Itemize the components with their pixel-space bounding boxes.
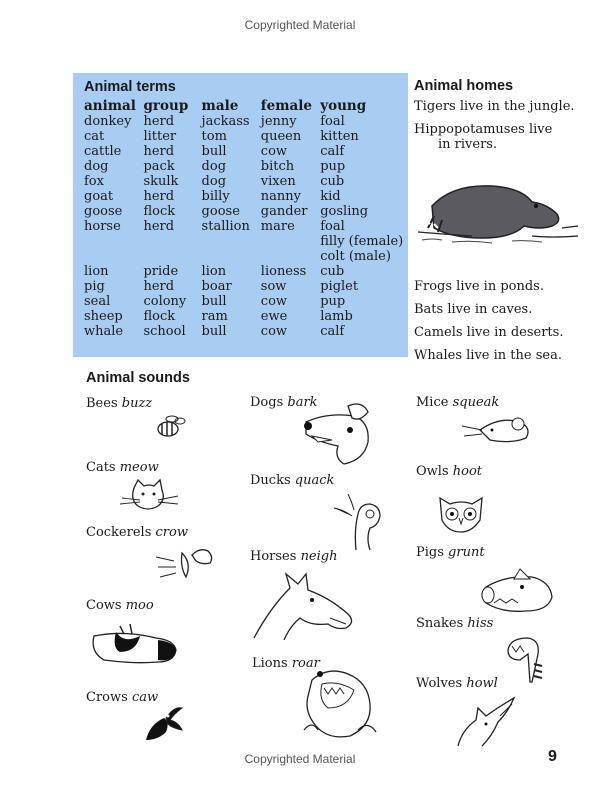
table-row — [84, 204, 408, 219]
table-cell: pig — [84, 279, 105, 294]
table-cell: dog — [201, 159, 227, 174]
dog-illustration — [298, 398, 378, 470]
pig-illustration — [476, 565, 556, 617]
table-cell — [84, 234, 143, 249]
table-cell: cow — [260, 294, 288, 309]
table-cell: pup — [320, 294, 346, 309]
home-line: in rivers. — [438, 137, 498, 152]
table-cell: pride — [143, 264, 179, 279]
table-cell: lioness — [260, 264, 307, 279]
sound-label-cats — [86, 460, 159, 475]
table-cell: nanny — [260, 189, 302, 204]
table-cell: kid — [320, 189, 341, 204]
table-row — [84, 264, 408, 279]
table-row — [84, 309, 408, 324]
table-row — [84, 279, 408, 294]
hippo-illustration — [412, 176, 580, 248]
table-cell: herd — [143, 279, 175, 294]
table-cell: queen — [260, 129, 302, 144]
animal-name: Pigs — [416, 545, 444, 560]
table-cell: donkey — [84, 114, 132, 129]
sound-label-snakes — [416, 616, 493, 631]
table-cell: billy — [201, 189, 230, 204]
wolf-illustration — [452, 696, 522, 748]
animal-sound: bark — [287, 395, 318, 410]
cat-illustration — [118, 478, 180, 514]
table-row — [84, 189, 408, 204]
table-cell: colt (male) — [320, 249, 391, 264]
duck-illustration — [330, 490, 386, 552]
table-cell: ewe — [260, 309, 288, 324]
table-cell: calf — [320, 324, 345, 339]
table-cell: bull — [201, 324, 227, 339]
table-cell: jenny — [260, 114, 297, 129]
table-cell: cat — [84, 129, 105, 144]
bee-illustration — [150, 413, 190, 441]
table-cell — [202, 234, 261, 249]
animal-name: Mice — [416, 395, 449, 410]
table-cell: lion — [84, 264, 109, 279]
table-cell: herd — [143, 219, 175, 234]
table-cell: bitch — [260, 159, 295, 174]
table-cell — [84, 249, 143, 264]
table-cell: cub — [320, 174, 345, 189]
table-header-row — [84, 98, 408, 114]
table-row — [84, 144, 408, 159]
table-cell: lion — [201, 264, 227, 279]
table-cell: boar — [201, 279, 232, 294]
table-cell: vixen — [260, 174, 296, 189]
table-cell: mare — [260, 219, 295, 234]
home-line: Camels live in deserts. — [414, 325, 564, 340]
table-cell: goat — [84, 189, 114, 204]
copyright-bottom: Copyrighted Material — [244, 752, 356, 766]
table-cell: pup — [320, 159, 346, 174]
home-line: Tigers live in the jungle. — [414, 99, 575, 114]
animal-sounds-title: Animal sounds — [86, 370, 190, 386]
table-cell: herd — [143, 114, 175, 129]
sound-label-ducks — [250, 473, 334, 488]
animal-sound: neigh — [300, 549, 338, 564]
animal-sound: caw — [131, 690, 159, 705]
table-cell: cub — [320, 264, 345, 279]
table-cell: calf — [320, 144, 345, 159]
table-cell: dog — [84, 159, 109, 174]
sound-label-mice — [416, 395, 499, 410]
table-cell — [261, 234, 320, 249]
home-line: Frogs live in ponds. — [414, 279, 544, 294]
sound-label-pigs — [416, 545, 485, 560]
lion-illustration — [298, 660, 380, 742]
column-header: young — [320, 98, 367, 114]
table-cell: gosling — [320, 204, 369, 219]
table-cell: herd — [143, 189, 175, 204]
animal-sound: buzz — [121, 396, 153, 411]
table-cell: sheep — [84, 309, 123, 324]
animal-name: Snakes — [416, 616, 464, 631]
animal-name: Lions — [252, 656, 288, 671]
animal-sound: howl — [466, 676, 498, 691]
table-cell: lamb — [320, 309, 353, 324]
table-cell: bull — [201, 144, 227, 159]
table-cell: flock — [143, 204, 176, 219]
table-cell: cow — [260, 324, 288, 339]
animal-terms-box — [73, 73, 408, 357]
sound-label-cockerels — [86, 525, 188, 540]
table-row — [84, 234, 408, 249]
column-header: animal — [84, 98, 136, 114]
table-cell: tom — [201, 129, 227, 144]
table-row — [84, 219, 408, 234]
sound-label-bees — [86, 396, 152, 411]
animal-name: Cockerels — [86, 525, 152, 540]
table-cell: stallion — [201, 219, 250, 234]
table-cell: skulk — [143, 174, 179, 189]
table-cell: bull — [201, 294, 227, 309]
sound-label-owls — [416, 464, 482, 479]
table-cell: whale — [84, 324, 124, 339]
table-row — [84, 114, 408, 129]
table-cell: dog — [201, 174, 227, 189]
animal-homes-title: Animal homes — [414, 78, 514, 94]
table-cell: litter — [143, 129, 177, 144]
animal-sound: grunt — [448, 545, 485, 560]
table-row — [84, 129, 408, 144]
table-cell: school — [143, 324, 186, 339]
animal-name: Crows — [86, 690, 128, 705]
table-cell: filly (female) — [320, 234, 404, 249]
animal-terms-table — [84, 98, 408, 339]
table-cell: pack — [143, 159, 175, 174]
sound-label-horses — [250, 549, 337, 564]
animal-sound: quack — [294, 473, 335, 488]
animal-name: Cats — [86, 460, 116, 475]
table-cell — [261, 249, 320, 264]
home-line: Whales live in the sea. — [414, 348, 562, 363]
animal-name: Wolves — [416, 676, 463, 691]
animal-name: Owls — [416, 464, 449, 479]
table-cell: gander — [260, 204, 308, 219]
table-cell: colony — [143, 294, 187, 309]
table-cell — [143, 249, 201, 264]
table-cell: kitten — [320, 129, 359, 144]
snake-illustration — [502, 634, 548, 684]
animal-sound: meow — [119, 460, 159, 475]
table-cell: foal — [320, 219, 345, 234]
animal-sound: squeak — [452, 395, 500, 410]
column-header: female — [260, 98, 312, 114]
animal-name: Dogs — [250, 395, 284, 410]
table-cell: seal — [84, 294, 111, 309]
table-cell: fox — [84, 174, 104, 189]
crow-illustration — [140, 700, 186, 744]
animal-name: Ducks — [250, 473, 291, 488]
table-cell: ram — [201, 309, 228, 324]
sound-label-wolves — [416, 676, 498, 691]
animal-sound: hoot — [452, 464, 483, 479]
column-header: male — [201, 98, 239, 114]
sound-label-cows — [86, 598, 154, 613]
animal-sound: crow — [155, 525, 188, 540]
home-line: Hippopotamuses live — [414, 122, 553, 137]
table-row — [84, 159, 408, 174]
table-cell — [202, 249, 261, 264]
table-cell: cow — [260, 144, 288, 159]
page-number: 9 — [548, 748, 557, 765]
table-cell: foal — [320, 114, 345, 129]
animal-terms-title: Animal terms — [84, 79, 176, 95]
horse-illustration — [250, 568, 360, 640]
table-row — [84, 324, 408, 339]
owl-illustration — [436, 494, 486, 534]
table-cell: goose — [201, 204, 240, 219]
cockerel-illustration — [152, 545, 218, 585]
cow-illustration — [84, 622, 180, 672]
table-cell: flock — [143, 309, 176, 324]
table-cell: goose — [84, 204, 123, 219]
table-cell: cattle — [84, 144, 122, 159]
animal-name: Bees — [86, 396, 118, 411]
animal-name: Cows — [86, 598, 122, 613]
table-cell — [143, 234, 201, 249]
animal-sound: roar — [291, 656, 320, 671]
copyright-top: Copyrighted Material — [244, 18, 356, 32]
animal-sound: moo — [125, 598, 154, 613]
table-cell: jackass — [201, 114, 250, 129]
animal-sound: hiss — [467, 616, 494, 631]
table-row — [84, 294, 408, 309]
mouse-illustration — [460, 410, 538, 446]
table-cell: herd — [143, 144, 175, 159]
table-cell: piglet — [320, 279, 359, 294]
table-row — [84, 249, 408, 264]
home-line: Bats live in caves. — [414, 302, 533, 317]
table-cell: sow — [260, 279, 287, 294]
table-cell: horse — [84, 219, 121, 234]
column-header: group — [143, 98, 189, 114]
animal-name: Horses — [250, 549, 297, 564]
table-row — [84, 174, 408, 189]
